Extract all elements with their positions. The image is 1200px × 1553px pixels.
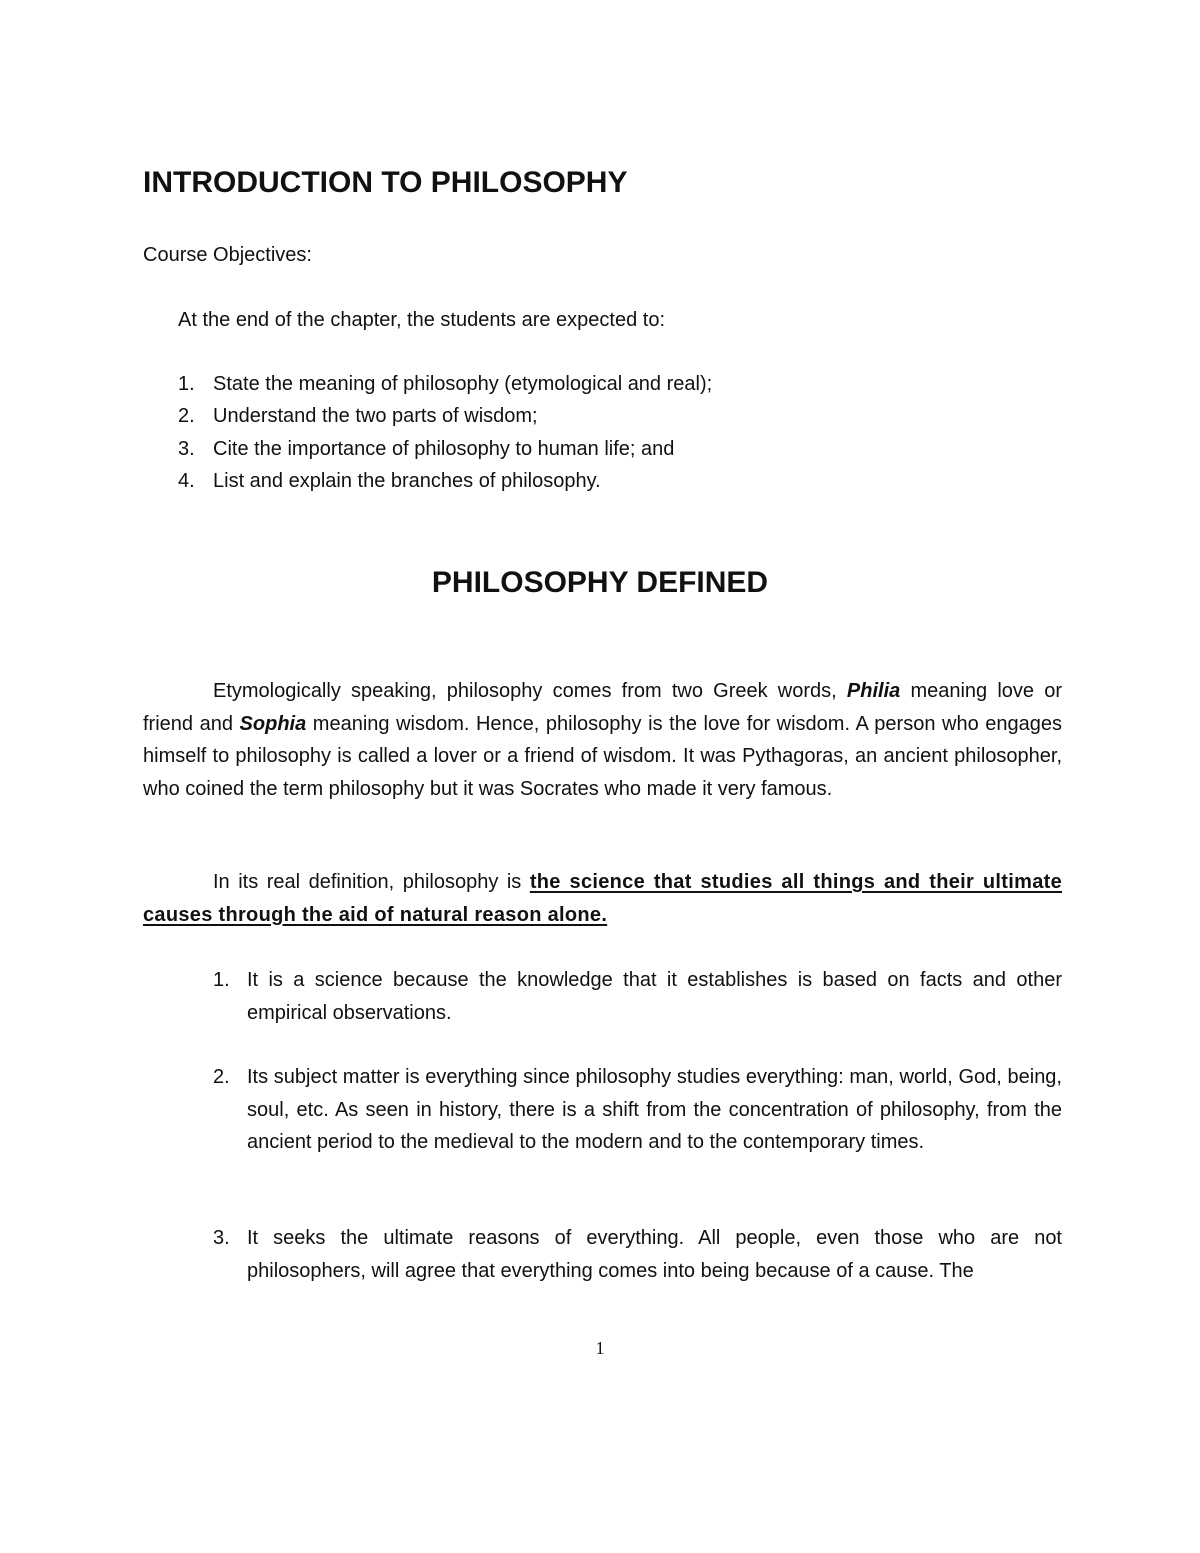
point-number: 2. [213, 1066, 230, 1088]
course-objectives-label: Course Objectives: [143, 244, 312, 266]
definition-point [213, 1222, 1062, 1287]
point-text: Its subject matter is everything since philosophy studies everything: man, world, God, being, soul, etc. As seen in history, there is a shift from the concentration of philosophy, from the ancient period to the medieval to the modern and to the contemporary times. [247, 1066, 1062, 1153]
term-philia: Philia [846, 680, 901, 702]
real-definition-emphasis: the science that studies all things and their ultimate causes through the aid of natural reason alone. [143, 871, 1062, 926]
objective-number: 1. [178, 373, 195, 395]
objective-text: State the meaning of philosophy (etymological and real); [213, 373, 713, 395]
page-number: 1 [595, 1338, 605, 1358]
objective-text: Cite the importance of philosophy to human life; and [213, 438, 675, 460]
point-number: 1. [213, 969, 230, 991]
real-definition-lead: In its real definition, philosophy is [213, 871, 530, 893]
objective-item [178, 374, 712, 394]
etymology-text-2: meaning love or friend and [143, 680, 1062, 735]
objective-number: 2. [178, 405, 195, 427]
objectives-intro: At the end of the chapter, the students are expected to: [178, 309, 666, 331]
document-title: INTRODUCTION TO PHILOSOPHY [143, 166, 628, 199]
point-text: It seeks the ultimate reasons of everything. All people, even those who are not philosophers, will agree that everything comes into being because of a cause. The [247, 1227, 1062, 1282]
objective-item [178, 471, 601, 491]
objective-number: 3. [178, 438, 195, 460]
etymology-paragraph [143, 675, 1062, 805]
section-title: PHILOSOPHY DEFINED [431, 566, 769, 599]
point-number: 3. [213, 1227, 230, 1249]
etymology-text-1: Etymologically speaking, philosophy comes from two Greek words, [213, 680, 847, 702]
objective-item [178, 439, 674, 459]
point-text: It is a science because the knowledge that it establishes is based on facts and other empirical observations. [247, 969, 1062, 1024]
objective-text: List and explain the branches of philosophy. [213, 470, 601, 492]
term-sophia: Sophia [239, 712, 307, 735]
real-definition-paragraph [143, 866, 1062, 931]
definition-point [213, 964, 1062, 1029]
objective-text: Understand the two parts of wisdom; [213, 405, 538, 427]
objective-item [178, 406, 538, 426]
etymology-text-3: meaning wisdom. Hence, philosophy is the love for wisdom. A person who engages himself to philosophy is called a lover or a friend of wisdom. It was Pythagoras, an ancient philosopher, who coined the term philosophy but it was Socrates who made it very famous. [143, 712, 1063, 800]
objective-number: 4. [178, 470, 195, 492]
definition-point [213, 1061, 1062, 1159]
